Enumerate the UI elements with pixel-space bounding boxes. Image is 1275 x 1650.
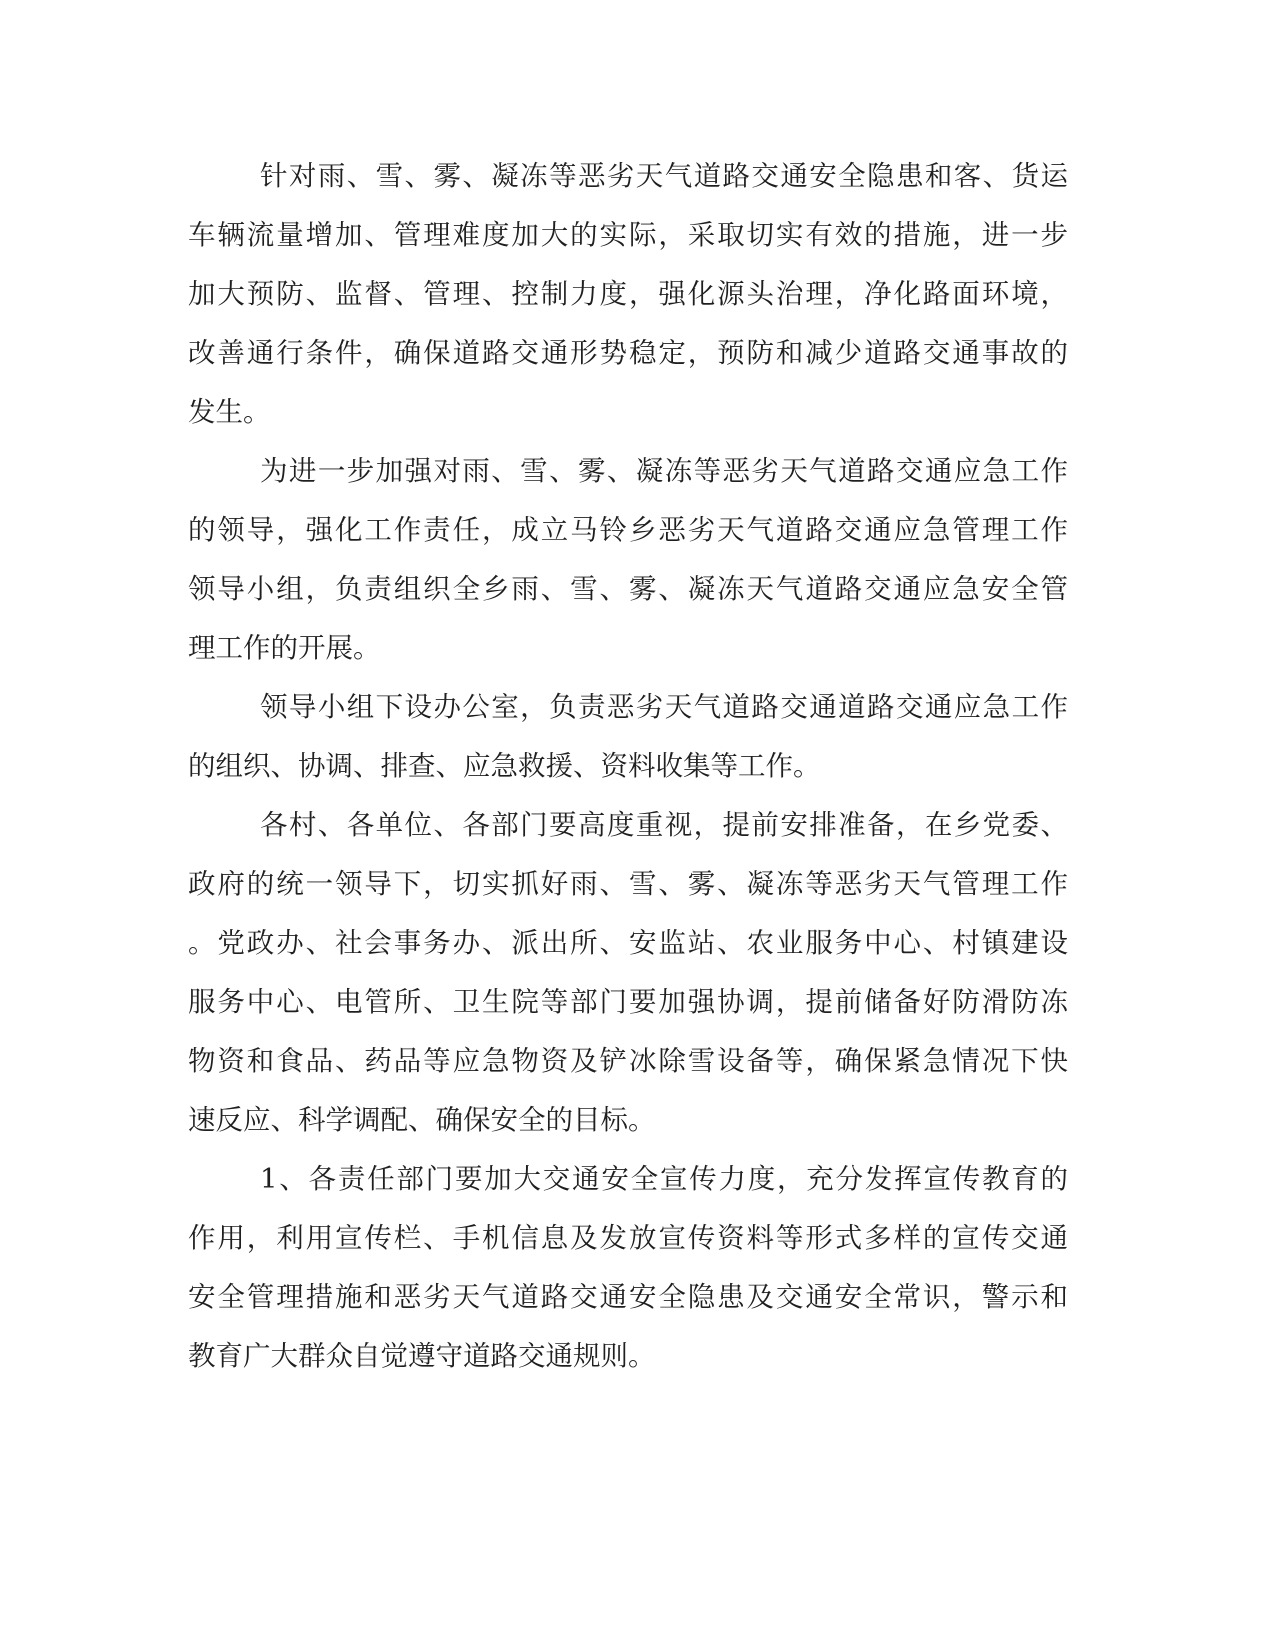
paragraph-1-line-4: 改善通行条件，确保道路交通形势稳定，预防和减少道路交通事故的 <box>188 337 1068 369</box>
paragraph-1-line-5: 发生。 <box>188 396 271 428</box>
paragraph-2-line-4: 理工作的开展。 <box>188 632 381 664</box>
paragraph-3-line-1: 领导小组下设办公室，负责恶劣天气道路交通道路交通应急工作 <box>260 691 1068 723</box>
paragraph-1-line-2: 车辆流量增加、管理难度加大的实际，采取切实有效的措施，进一步 <box>188 219 1068 251</box>
paragraph-2-line-3: 领导小组，负责组织全乡雨、雪、雾、凝冻天气道路交通应急安全管 <box>188 573 1068 605</box>
paragraph-5-line-2: 作用，利用宣传栏、手机信息及发放宣传资料等形式多样的宣传交通 <box>188 1222 1068 1254</box>
paragraph-4-line-3: 。党政办、社会事务办、派出所、安监站、农业服务中心、村镇建设 <box>188 927 1068 959</box>
paragraph-2-line-2: 的领导，强化工作责任，成立马铃乡恶劣天气道路交通应急管理工作 <box>188 514 1068 546</box>
paragraph-4-line-5: 物资和食品、药品等应急物资及铲冰除雪设备等，确保紧急情况下快 <box>188 1045 1068 1077</box>
paragraph-1-line-3: 加大预防、监督、管理、控制力度，强化源头治理，净化路面环境， <box>188 278 1068 310</box>
paragraph-5-line-3: 安全管理措施和恶劣天气道路交通安全隐患及交通安全常识，警示和 <box>188 1281 1068 1313</box>
paragraph-2-line-1: 为进一步加强对雨、雪、雾、凝冻等恶劣天气道路交通应急工作 <box>260 455 1068 487</box>
paragraph-4-line-4: 服务中心、电管所、卫生院等部门要加强协调，提前储备好防滑防冻 <box>188 986 1068 1018</box>
paragraph-3-line-2: 的组织、协调、排查、应急救援、资料收集等工作。 <box>188 750 821 782</box>
paragraph-5-line-1: 1、各责任部门要加大交通安全宣传力度，充分发挥宣传教育的 <box>260 1163 1068 1195</box>
paragraph-1-line-1: 针对雨、雪、雾、凝冻等恶劣天气道路交通安全隐患和客、货运 <box>260 160 1068 192</box>
paragraph-4-line-6: 速反应、科学调配、确保安全的目标。 <box>188 1104 656 1136</box>
paragraph-4-line-1: 各村、各单位、各部门要高度重视，提前安排准备，在乡党委、 <box>260 809 1068 841</box>
paragraph-4-line-2: 政府的统一领导下，切实抓好雨、雪、雾、凝冻等恶劣天气管理工作 <box>188 868 1068 900</box>
paragraph-5-line-4: 教育广大群众自觉遵守道路交通规则。 <box>188 1340 656 1372</box>
